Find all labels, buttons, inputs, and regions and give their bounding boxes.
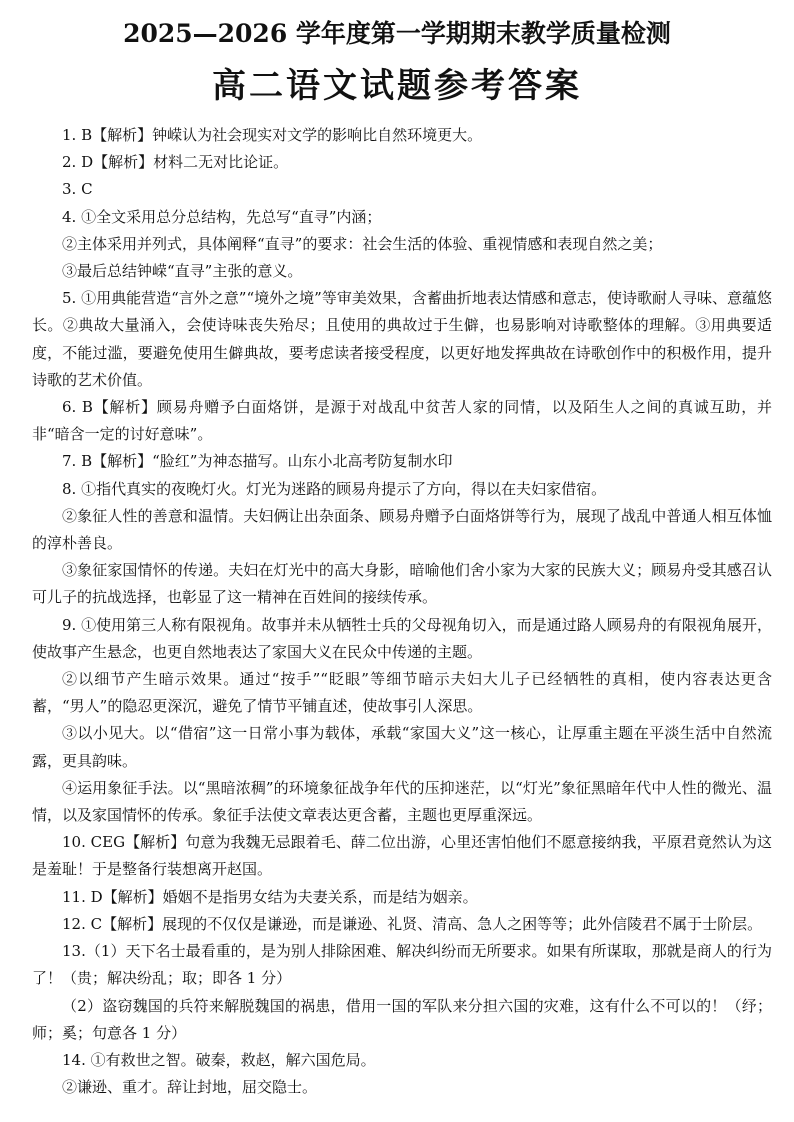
answer-item: 8. ①指代真实的夜晚灯火。灯光为迷路的顾易舟提示了方向，得以在夫妇家借宿。 — [62, 479, 607, 498]
answer-item: ④运用象征手法。以“黑暗浓稠”的环境象征战争年代的压抑迷茫，以“灯光”象征黑暗年代中人性的微光、温情，以及家国情怀的传承。象征手法使文章表达更含蓄，主题也更厚重深远。 — [32, 778, 772, 825]
answer-item: 11. D【解析】婚姻不是指男女结为夫妻关系，而是结为姻亲。 — [62, 887, 478, 906]
answer-item: 14. ①有救世之智。破秦，救赵，解六国危局。 — [62, 1050, 376, 1069]
answer-item: ②谦逊、重才。辞让封地，屈交隐士。 — [62, 1078, 318, 1097]
answer-list — [32, 122, 772, 1101]
answer-item: 13.（1）天下名士最看重的，是为别人排除困难、解决纠纷而无所要求。如果有所谋取，那就是商人的行为了！（贵；解决纷乱；取；即各 1 分） — [32, 942, 772, 988]
answer-item: 7. B【解析】“脸红”为神态描写。山东小北高考防复制水印 — [62, 452, 453, 471]
answer-item: 6. B【解析】顾易舟赠予白面烙饼，是源于对战乱中贫苦人家的同情，以及陌生人之间的真诚互助，并非“暗含一定的讨好意味”。 — [32, 398, 772, 444]
answer-item: ③最后总结钟嵘“直寻”主张的意义。 — [62, 262, 303, 281]
answer-item: ③象征家国情怀的传递。夫妇在灯光中的高大身影，暗喻他们舍小家为大家的民族大义；顾易舟受其感召认可儿子的抗战选择，也彰显了这一精神在百姓间的接续传承。 — [32, 561, 772, 607]
answer-item: 10. CEG【解析】句意为我魏无忌跟着毛、薛二位出游，心里还害怕他们不愿意接纳我，平原君竟然认为这是羞耻！于是整备行装想离开赵国。 — [32, 833, 772, 879]
answer-item: ③以小见大。以“借宿”这一日常小事为载体，承载“家国大义”这一核心，让厚重主题在平淡生活中自然流露，更具韵味。 — [32, 724, 772, 770]
answer-item: ②主体采用并列式，具体阐释“直寻”的要求：社会生活的体验、重视情感和表现自然之美； — [62, 234, 663, 253]
answer-item: 2. D【解析】材料二无对比论证。 — [62, 153, 289, 172]
answer-item: 1. B【解析】钟嵘认为社会现实对文学的影响比自然环境更大。 — [62, 126, 483, 144]
answer-item: 3. C — [62, 180, 93, 199]
answer-item: 12. C【解析】展现的不仅仅是谦逊，而是谦逊、礼贤、清高、急人之困等等；此外信陵君不属于士阶层。 — [62, 914, 763, 933]
answer-item: ②以细节产生暗示效果。通过“按手”“眨眼”等细节暗示夫妇大儿子已经牺牲的真相，使内容表达更含蓄，“男人”的隐忍更深沉，避免了情节平铺直述，使故事引人深思。 — [32, 670, 772, 716]
answer-item: （2）盗窃魏国的兵符来解脱魏国的祸患，借用一国的军队来分担六国的灾难，这有什么不可以的！（纾；师；奚；句意各 1 分） — [32, 996, 772, 1042]
answer-item: 5. ①用典能营造“言外之意”“境外之境”等审美效果，含蓄曲折地表达情感和意志，使诗歌耐人寻味、意蕴悠长。②典故大量涌入，会使诗味丧失殆尽；且使用的典故过于生僻，也易影响对诗歌整体的理解。③用典要适度，不能过滥，要避免使用生僻典故，要考虑读者接受程度，以更好地发挥典故在诗歌创作中的积极作用，提升诗歌的艺术价值。 — [32, 289, 772, 389]
exam-title: 2025—2026 学年度第一学期期末教学质量检测 — [123, 19, 671, 48]
answer-item: 4. ①全文采用总分总结构，先总写“直寻”内涵； — [62, 207, 382, 226]
answer-item: 9. ①使用第三人称有限视角。故事并未从牺牲士兵的父母视角切入，而是通过路人顾易舟的有限视角展开，使故事产生悬念，也更自然地表达了家国大义在民众中传递的主题。 — [32, 615, 772, 661]
document-subtitle: 高二语文试题参考答案 — [212, 66, 582, 106]
answer-item: ②象征人性的善意和温情。夫妇俩让出杂面条、顾易舟赠予白面烙饼等行为，展现了战乱中普通人相互体恤的淳朴善良。 — [32, 506, 772, 553]
